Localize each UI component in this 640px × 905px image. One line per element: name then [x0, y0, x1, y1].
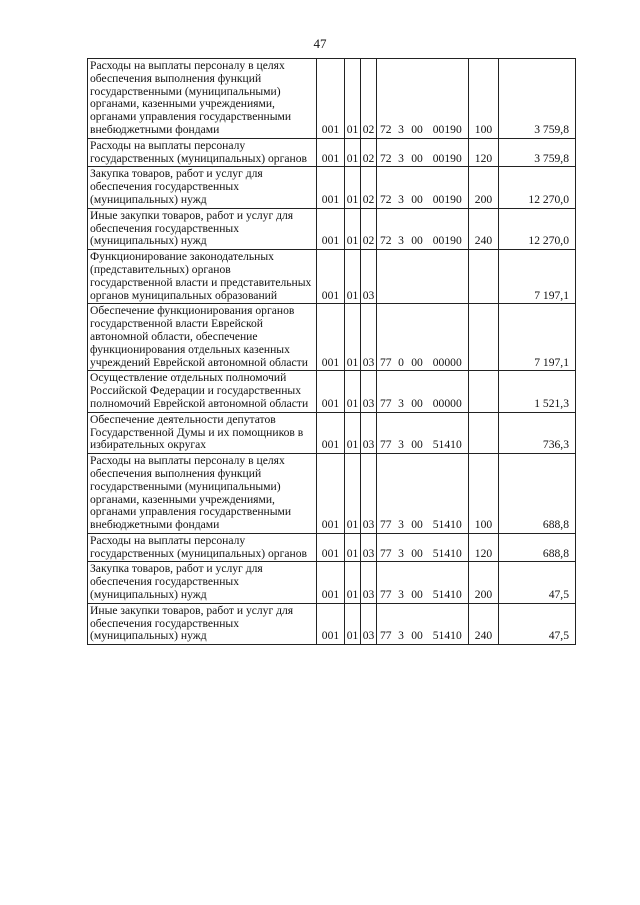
amount: 12 270,0 — [499, 167, 576, 208]
table-row — [88, 138, 576, 167]
expense-type-code: 200 — [469, 562, 499, 603]
program-code-part3: 00 — [408, 562, 427, 603]
subsection-code: 02 — [361, 59, 377, 139]
gov-code: 001 — [317, 454, 345, 534]
expense-name: Обеспечение функционирования органов государственной власти Еврейской автономной области, обеспечение функционирования отдельных казенных учреждений Еврейской автономной области — [88, 304, 317, 371]
expense-name: Расходы на выплаты персоналу в целях обеспечения выполнения функций государственными (муниципальными) органами, казенными учреждениями, органами управления государственными внебюджетными фондами — [88, 59, 317, 139]
program-code-part3: 00 — [408, 603, 427, 644]
program-code-part3: 00 — [408, 412, 427, 453]
program-code-part4: 51410 — [427, 454, 469, 534]
program-code-part4: 51410 — [427, 603, 469, 644]
section-code: 01 — [345, 533, 361, 562]
program-code-part4: 00190 — [427, 59, 469, 139]
table-row — [88, 59, 576, 139]
table-row — [88, 167, 576, 208]
section-code: 01 — [345, 59, 361, 139]
subsection-code: 02 — [361, 208, 377, 249]
amount: 1 521,3 — [499, 371, 576, 412]
expense-name: Расходы на выплаты персоналу государственных (муниципальных) органов — [88, 533, 317, 562]
program-code-part1: 77 — [377, 454, 395, 534]
section-code: 01 — [345, 454, 361, 534]
program-code-part2: 3 — [395, 59, 408, 139]
expense-name: Закупка товаров, работ и услуг для обеспечения государственных (муниципальных) нужд — [88, 562, 317, 603]
section-code: 01 — [345, 304, 361, 371]
program-code-part2: 3 — [395, 603, 408, 644]
program-code-part3: 00 — [408, 167, 427, 208]
gov-code: 001 — [317, 533, 345, 562]
expense-name: Обеспечение деятельности депутатов Государственной Думы и их помощников в избирательных округах — [88, 412, 317, 453]
expense-type-code — [469, 412, 499, 453]
section-code: 01 — [345, 250, 361, 304]
program-code-part2: 3 — [395, 562, 408, 603]
program-code-part2 — [395, 250, 408, 304]
expense-name: Функционирование законодательных (представительных) органов государственной власти и представительных органов муниципальных образований — [88, 250, 317, 304]
program-code-part3: 00 — [408, 304, 427, 371]
program-code-part1: 77 — [377, 304, 395, 371]
program-code-part4: 00190 — [427, 167, 469, 208]
section-code: 01 — [345, 208, 361, 249]
subsection-code: 03 — [361, 304, 377, 371]
program-code-part1: 72 — [377, 138, 395, 167]
section-code: 01 — [345, 603, 361, 644]
program-code-part3: 00 — [408, 59, 427, 139]
amount: 688,8 — [499, 533, 576, 562]
program-code-part4: 00000 — [427, 371, 469, 412]
expense-name: Расходы на выплаты персоналу государственных (муниципальных) органов — [88, 138, 317, 167]
gov-code: 001 — [317, 371, 345, 412]
table-row — [88, 412, 576, 453]
program-code-part4: 51410 — [427, 533, 469, 562]
program-code-part4: 51410 — [427, 412, 469, 453]
subsection-code: 03 — [361, 603, 377, 644]
subsection-code: 03 — [361, 412, 377, 453]
program-code-part3 — [408, 250, 427, 304]
table-row — [88, 562, 576, 603]
program-code-part1: 77 — [377, 533, 395, 562]
expense-type-code — [469, 371, 499, 412]
amount: 12 270,0 — [499, 208, 576, 249]
gov-code: 001 — [317, 562, 345, 603]
amount: 3 759,8 — [499, 138, 576, 167]
section-code: 01 — [345, 138, 361, 167]
table-row — [88, 603, 576, 644]
expense-type-code: 120 — [469, 138, 499, 167]
expense-type-code: 200 — [469, 167, 499, 208]
program-code-part3: 00 — [408, 454, 427, 534]
section-code: 01 — [345, 371, 361, 412]
table-row — [88, 454, 576, 534]
expense-type-code: 240 — [469, 208, 499, 249]
gov-code: 001 — [317, 59, 345, 139]
program-code-part2: 3 — [395, 533, 408, 562]
expense-name: Расходы на выплаты персоналу в целях обеспечения выполнения функций государственными (муниципальными) органами, казенными учреждениями, органами управления государственными внебюджетными фондами — [88, 454, 317, 534]
program-code-part2: 3 — [395, 208, 408, 249]
table-row — [88, 533, 576, 562]
expense-type-code: 120 — [469, 533, 499, 562]
program-code-part2: 3 — [395, 371, 408, 412]
subsection-code: 03 — [361, 371, 377, 412]
gov-code: 001 — [317, 250, 345, 304]
page-number: 47 — [313, 36, 327, 51]
program-code-part4: 51410 — [427, 562, 469, 603]
gov-code: 001 — [317, 304, 345, 371]
table-row — [88, 250, 576, 304]
program-code-part1: 77 — [377, 412, 395, 453]
expense-name: Иные закупки товаров, работ и услуг для обеспечения государственных (муниципальных) нужд — [88, 603, 317, 644]
amount: 47,5 — [499, 562, 576, 603]
program-code-part3: 00 — [408, 371, 427, 412]
program-code-part4: 00190 — [427, 138, 469, 167]
program-code-part2: 3 — [395, 138, 408, 167]
program-code-part3: 00 — [408, 208, 427, 249]
gov-code: 001 — [317, 208, 345, 249]
program-code-part3: 00 — [408, 138, 427, 167]
program-code-part1: 77 — [377, 562, 395, 603]
program-code-part1: 77 — [377, 371, 395, 412]
amount: 3 759,8 — [499, 59, 576, 139]
subsection-code: 03 — [361, 562, 377, 603]
expense-type-code — [469, 304, 499, 371]
program-code-part1: 77 — [377, 603, 395, 644]
subsection-code: 03 — [361, 454, 377, 534]
budget-table — [87, 58, 576, 645]
subsection-code: 03 — [361, 533, 377, 562]
subsection-code: 03 — [361, 250, 377, 304]
amount: 688,8 — [499, 454, 576, 534]
expense-type-code: 100 — [469, 454, 499, 534]
table-row — [88, 304, 576, 371]
amount: 47,5 — [499, 603, 576, 644]
program-code-part2: 0 — [395, 304, 408, 371]
program-code-part4: 00000 — [427, 304, 469, 371]
amount: 7 197,1 — [499, 250, 576, 304]
table-row — [88, 371, 576, 412]
expense-type-code — [469, 250, 499, 304]
section-code: 01 — [345, 562, 361, 603]
program-code-part4 — [427, 250, 469, 304]
program-code-part2: 3 — [395, 454, 408, 534]
subsection-code: 02 — [361, 138, 377, 167]
gov-code: 001 — [317, 138, 345, 167]
amount: 736,3 — [499, 412, 576, 453]
program-code-part2: 3 — [395, 412, 408, 453]
section-code: 01 — [345, 167, 361, 208]
expense-name: Осуществление отдельных полномочий Российской Федерации и государственных полномочий Еврейской автономной области — [88, 371, 317, 412]
expense-name: Иные закупки товаров, работ и услуг для обеспечения государственных (муниципальных) нужд — [88, 208, 317, 249]
program-code-part4: 00190 — [427, 208, 469, 249]
expense-name: Закупка товаров, работ и услуг для обеспечения государственных (муниципальных) нужд — [88, 167, 317, 208]
table-row — [88, 208, 576, 249]
subsection-code: 02 — [361, 167, 377, 208]
program-code-part3: 00 — [408, 533, 427, 562]
gov-code: 001 — [317, 603, 345, 644]
program-code-part1: 72 — [377, 208, 395, 249]
gov-code: 001 — [317, 167, 345, 208]
expense-type-code: 100 — [469, 59, 499, 139]
program-code-part1: 72 — [377, 167, 395, 208]
gov-code: 001 — [317, 412, 345, 453]
expense-type-code: 240 — [469, 603, 499, 644]
amount: 7 197,1 — [499, 304, 576, 371]
program-code-part1 — [377, 250, 395, 304]
program-code-part2: 3 — [395, 167, 408, 208]
program-code-part1: 72 — [377, 59, 395, 139]
section-code: 01 — [345, 412, 361, 453]
